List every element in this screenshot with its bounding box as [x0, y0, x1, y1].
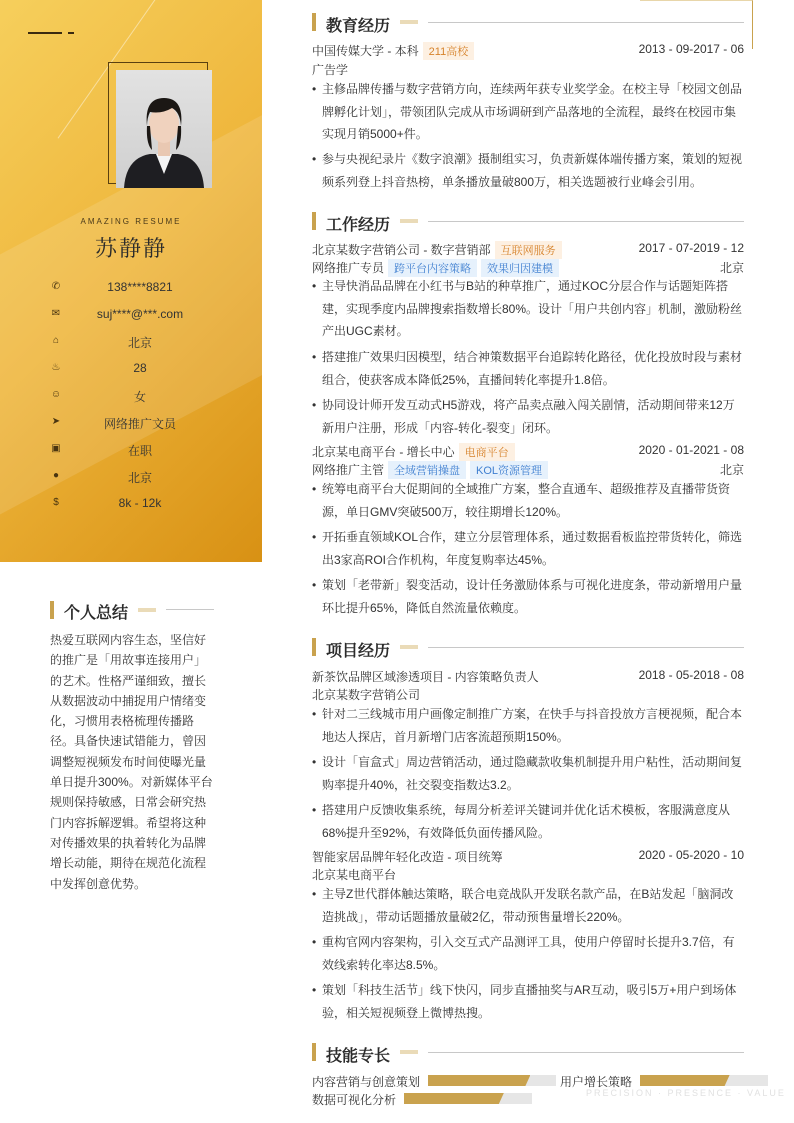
project-org: 北京某数字营销公司	[312, 688, 421, 702]
job-bullet: • 开拓垂直领域KOL合作，建立分层管理体系，通过数据看板监控带货转化，筛选出3家高ROI合作机构，年度复购率达45%。	[312, 530, 743, 567]
section-pill	[400, 20, 418, 24]
education-major-row	[312, 61, 744, 79]
project-date: 2018 - 05-2018 - 08	[638, 668, 744, 682]
mail-icon: ✉	[51, 308, 61, 319]
section-divider	[428, 221, 744, 222]
section-divider	[428, 22, 744, 23]
skill-tag: KOL资源管理	[470, 461, 548, 479]
skills-header	[312, 1043, 744, 1063]
skill-tag: 全域营销操盘	[388, 461, 466, 479]
education-bullet: • 参与央视纪录片《数字浪潮》摄制组实习，负责新媒体端传播方案，策划的短视频系列登上抖音热榜，单条播放量破800万，相关选题被行业峰会引用。	[312, 152, 743, 189]
profile-sidebar	[0, 0, 262, 562]
job-date: 2017 - 07-2019 - 12	[638, 241, 744, 255]
project-name: 智能家居品牌年轻化改造 - 项目统筹	[312, 850, 503, 864]
cake-icon: ♨	[51, 362, 61, 373]
job-header	[312, 443, 744, 461]
project-org-row	[312, 866, 744, 884]
section-marker	[50, 601, 54, 619]
section-marker	[312, 1043, 316, 1061]
job-header	[312, 241, 744, 259]
section-marker	[312, 638, 316, 656]
project-bullet: • 策划「科技生活节」线下快闪，同步直播抽奖与AR互动，吸引5万+用户到场体验，相关短视频登上微博热搜。	[312, 983, 737, 1020]
home-icon: ⌂	[52, 335, 60, 346]
gender-value: 女	[133, 390, 146, 404]
briefcase-icon: ▣	[51, 443, 61, 454]
skill-bar	[640, 1075, 768, 1086]
info-age	[50, 359, 250, 379]
info-email	[50, 305, 250, 325]
education-title: 教育经历	[326, 18, 391, 35]
section-divider	[428, 647, 744, 648]
job-role: 网络推广专员	[312, 261, 385, 275]
footer-watermark: PRECISION · PRESENCE · VALUE	[586, 1088, 786, 1098]
project-bullet: • 主导Z世代群体触达策略，联合电竞战队开发联名款产品，在B站发起「脑洞改造挑战」，带动话题播放量破2亿，带动预售量增长220%。	[312, 887, 734, 924]
section-divider	[428, 1052, 744, 1053]
industry-tag: 电商平台	[459, 443, 515, 461]
skill-bar-fill	[640, 1075, 730, 1086]
job-city: 北京	[719, 261, 744, 275]
job-bullet: • 策划「老带新」裂变活动，设计任务激励体系与可视化进度条，带动新增用户量环比提升65%，降低自然流量依赖度。	[312, 578, 743, 615]
email-value: suj****@***.com	[96, 307, 184, 321]
job-role: 网络推广主管	[312, 463, 385, 477]
industry-tag: 互联网服务	[495, 241, 562, 259]
project-org-row	[312, 686, 744, 704]
resume-tagline: AMAZING RESUME	[80, 217, 182, 226]
skill-name: 数据可视化分析	[312, 1093, 397, 1107]
skill-tag: 效果归因建模	[481, 259, 559, 277]
section-pill	[400, 1050, 418, 1054]
project-header	[312, 848, 744, 866]
project-name: 新茶饮品牌区域渗透项目 - 内容策略负责人	[312, 670, 539, 684]
job-bullet: • 主导快消品品牌在小红书与B站的种草推广，通过KOC分层合作与话题矩阵搭建，实现季度内品牌搜索指数增长80%。设计「用户共创内容」机制，激励粉丝产出UGC素材。	[312, 279, 743, 338]
section-pill	[138, 608, 156, 612]
projects-title: 项目经历	[326, 643, 391, 660]
education-header	[312, 13, 744, 33]
job-bullet: • 统筹电商平台大促期间的全域推广方案，整合直通车、超级推荐及直播带货资源，单日GMV突破500万，较往期增长120%。	[312, 482, 731, 519]
send-icon: ➤	[51, 416, 61, 427]
decor-dash-short	[68, 32, 74, 34]
job-date: 2020 - 01-2021 - 08	[638, 443, 744, 457]
money-icon: $	[53, 497, 59, 508]
candidate-name: 苏静静	[94, 236, 167, 261]
skill-tag: 跨平台内容策略	[388, 259, 477, 277]
info-gender	[50, 386, 250, 406]
status-value: 在职	[127, 444, 152, 458]
salary-value: 8k - 12k	[118, 496, 162, 510]
summary-title: 个人总结	[64, 605, 129, 622]
section-divider	[166, 609, 214, 610]
project-bullet: • 针对二三线城市用户画像定制推广方案，在快手与抖音投放方言梗视频，配合本地达人探店，首月新增门店客流超预期150%。	[312, 707, 743, 744]
education-entry	[312, 42, 744, 60]
phone-value: 138****8821	[107, 280, 173, 294]
education-bullet: • 主修品牌传播与数字营销方向，连续两年获专业奖学金。在校主导「校园文创品牌孵化计划」，带领团队完成从市场调研到产品落地的全流程，最终在校园市集实现月销5000+件。	[312, 82, 743, 141]
job-role-row	[312, 461, 744, 479]
summary-text: 热爱互联网内容生态，坚信好的推广是「用故事连接用户」的艺术。性格严谨细致，擅长从数据波动中捕捉用户情绪变化，习惯用表格梳理传播路径。具备快速试错能力，曾因调整短视频发布时间使曝光量单日提升300%。对新媒体平台规则保持敏感，日常会研究热门内容拆解逻辑。希望将这种对传播效果的执着转化为品牌增长动能，期待在规范化流程中发挥创意优势。	[50, 633, 213, 891]
company-name: 北京某数字营销公司 - 数字营销部	[312, 243, 491, 257]
location-pin-icon: ●	[52, 470, 60, 481]
profile-photo	[116, 70, 212, 188]
skill-bar-fill	[404, 1093, 504, 1104]
skill-bar-fill	[428, 1075, 530, 1086]
decor-dash	[28, 32, 62, 34]
major: 广告学	[312, 63, 349, 77]
info-residence	[50, 332, 250, 352]
section-marker	[312, 13, 316, 31]
skill-item	[312, 1073, 556, 1089]
skills-title: 技能专长	[326, 1048, 391, 1065]
summary-header	[50, 600, 220, 620]
project-bullet: • 搭建用户反馈收集系统，每周分析差评关键词并优化话术模板，客服满意度从68%提升至92%，有效降低负面传播风险。	[312, 803, 731, 840]
skill-item	[312, 1091, 532, 1107]
project-header	[312, 668, 744, 686]
job-city: 北京	[719, 463, 744, 477]
school-name: 中国传媒大学 - 本科	[312, 44, 419, 58]
project-bullet: • 设计「盲盒式」周边营销活动，通过隐藏款收集机制提升用户粘性，活动期间复购率提升40%，社交裂变指数达3.2。	[312, 755, 743, 792]
job-bullet: • 搭建推广效果归因模型，结合神策数据平台追踪转化路径，优化投放时段与素材组合，使获客成本降低25%，直播间转化率提升1.8倍。	[312, 350, 743, 387]
info-target-city	[50, 467, 250, 487]
age-value: 28	[133, 361, 147, 375]
project-date: 2020 - 05-2020 - 10	[638, 848, 744, 862]
section-marker	[312, 212, 316, 230]
residence-value: 北京	[127, 336, 152, 350]
project-org: 北京某电商平台	[312, 868, 397, 882]
section-pill	[400, 645, 418, 649]
skill-bar	[428, 1075, 556, 1086]
target-job-value: 网络推广文员	[103, 417, 176, 431]
skill-bar	[404, 1093, 532, 1104]
info-status	[50, 440, 250, 460]
skill-name: 用户增长策略	[560, 1075, 633, 1089]
company-name: 北京某电商平台 - 增长中心	[312, 445, 455, 459]
section-pill	[400, 219, 418, 223]
skill-name: 内容营销与创意策划	[312, 1075, 421, 1089]
gender-icon: ☺	[50, 389, 62, 400]
info-target-job	[50, 413, 250, 433]
work-title: 工作经历	[326, 217, 391, 234]
info-phone	[50, 278, 250, 298]
skill-item	[560, 1073, 768, 1089]
phone-icon: ✆	[51, 281, 61, 292]
target-city-value: 北京	[127, 471, 152, 485]
project-bullet: • 重构官网内容架构，引入交互式产品测评工具，使用户停留时长提升3.7倍，有效线索转化率达8.5%。	[312, 935, 735, 972]
education-date: 2013 - 09-2017 - 06	[638, 42, 744, 56]
projects-header	[312, 638, 744, 658]
info-salary	[50, 494, 250, 514]
job-bullet: • 协同设计师开发互动式H5游戏，将产品卖点融入闯关剧情，活动期间带来12万新用户注册，形成「内容-转化-裂变」闭环。	[312, 398, 735, 435]
work-header	[312, 212, 744, 232]
school-tag: 211高校	[423, 42, 475, 60]
